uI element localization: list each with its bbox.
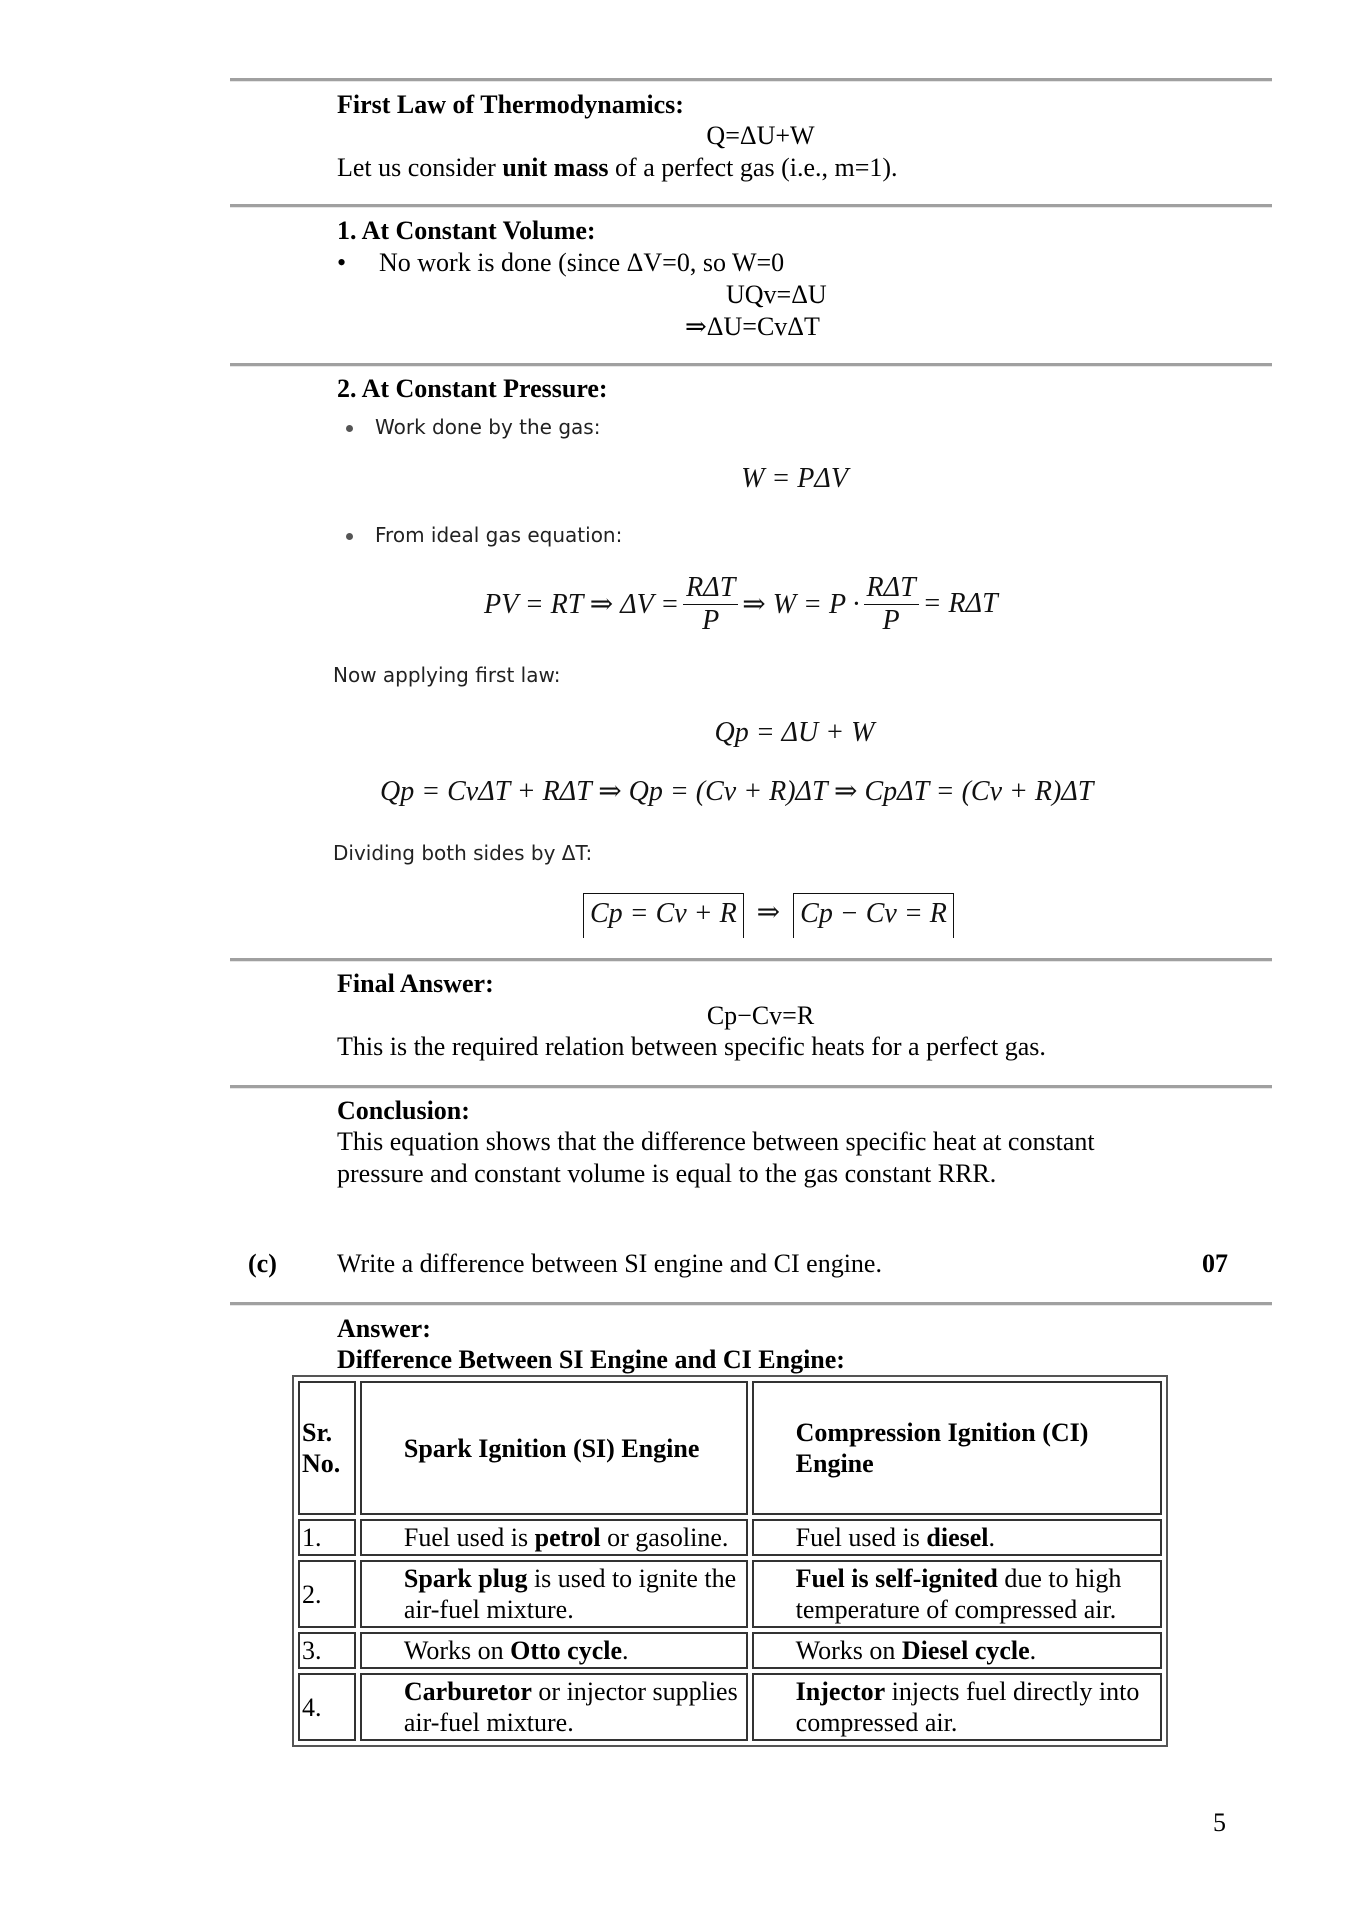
qp-equation: Qp = ΔU + W [714, 717, 875, 748]
bullet-icon [346, 533, 353, 540]
cell-si-engine [360, 1519, 748, 1556]
conclusion-line-2: pressure and constant volume is equal to the gas constant RRR. [337, 1159, 997, 1188]
fraction [683, 572, 738, 637]
qp-long-equation: Qp = CvΔT + RΔT ⇒ Qp = (Cv + R)ΔT ⇒ CpΔT = (Cv + R)ΔT [380, 776, 1094, 807]
cell-si-engine [360, 1673, 748, 1741]
cell-text-segment: petrol [534, 1523, 601, 1552]
work-equation: W = PΔV [741, 463, 848, 494]
fraction-numerator: RΔT [864, 572, 919, 605]
boxed-equation-2: Cp − Cv = R [793, 893, 954, 938]
cell-text-segment: Fuel used is [403, 1523, 535, 1552]
table-row [298, 1560, 1162, 1628]
cell-text-segment: . [622, 1636, 629, 1665]
first-law-equation: Q=ΔU+W [706, 121, 815, 150]
section-divider [230, 1085, 1272, 1089]
constant-volume-bullet [337, 248, 784, 278]
section-divider [230, 363, 1272, 367]
cell-ci-engine [752, 1560, 1162, 1628]
boxed-equation-1: Cp = Cv + R [583, 893, 744, 938]
eq-lhs: PV = RT ⇒ ΔV = [484, 589, 680, 620]
cell-text-segment: . [1029, 1636, 1037, 1665]
cell-text-segment: is used to ignite the air-fuel mixture. [403, 1564, 737, 1624]
ideal-gas-equation [484, 568, 998, 640]
final-answer-text: This is the required relation between specific heats for a perfect gas. [337, 1032, 1046, 1061]
cell-sr-no: 4. [298, 1673, 356, 1741]
bullet-text: No work is done (since ΔV=0, so W=0 [379, 248, 785, 277]
cell-text-segment: or gasoline. [600, 1523, 729, 1552]
intro-prefix: Let us consider [337, 153, 503, 182]
cell-si-engine [360, 1632, 748, 1669]
constant-volume-heading: 1. At Constant Volume: [337, 216, 596, 245]
fraction [864, 572, 919, 637]
cell-text-segment: Carburetor [403, 1677, 532, 1706]
cell-ci-engine [752, 1519, 1162, 1556]
first-law-heading: First Law of Thermodynamics: [337, 90, 684, 119]
constant-volume-eq1: UQv=ΔU [726, 280, 827, 309]
ideal-gas-bullet [346, 523, 622, 547]
cell-text-segment: . [988, 1523, 995, 1552]
work-done-bullet [346, 415, 600, 439]
cell-sr-no: 1. [298, 1519, 356, 1556]
question-label: (c) [248, 1249, 277, 1278]
cell-text-segment: Works on [795, 1636, 902, 1665]
page-number: 5 [1213, 1808, 1226, 1837]
table-row [298, 1632, 1162, 1669]
intro-bold: unit mass [502, 153, 609, 182]
cell-text-segment: Fuel used is [795, 1523, 927, 1552]
result-boxes [583, 893, 954, 938]
cell-sr-no: 3. [298, 1632, 356, 1669]
conclusion-line-1: This equation shows that the difference between specific heat at constant [337, 1127, 1095, 1156]
header-sr-no: Sr. No. [298, 1381, 356, 1515]
constant-volume-eq2: ⇒ΔU=CvΔT [685, 312, 820, 341]
final-answer-equation: Cp−Cv=R [706, 1001, 815, 1030]
header-si-engine: Spark Ignition (SI) Engine [360, 1381, 748, 1515]
cell-sr-no: 2. [298, 1560, 356, 1628]
table-title: Difference Between SI Engine and CI Engine: [337, 1345, 845, 1374]
applying-first-law-label: Now applying first law: [333, 663, 561, 687]
bullet-text: From ideal gas equation: [375, 523, 623, 547]
table-header-row [298, 1381, 1162, 1515]
cell-ci-engine [752, 1673, 1162, 1741]
cell-text-segment: Spark plug [403, 1564, 528, 1593]
header-ci-engine: Compression Ignition (CI) Engine [752, 1381, 1162, 1515]
comparison-table [292, 1375, 1168, 1747]
cell-text-segment: Works on [403, 1636, 511, 1665]
bullet-text: Work done by the gas: [375, 415, 601, 439]
eq-rhs: = RΔT [922, 588, 998, 619]
intro-suffix: of a perfect gas (i.e., m=1). [608, 153, 898, 182]
cell-text-segment: or injector supplies air-fuel mixture. [403, 1677, 738, 1737]
cell-text-segment: Injector [795, 1677, 886, 1706]
first-law-intro [337, 153, 898, 183]
answer-heading: Answer: [337, 1314, 431, 1343]
table-row [298, 1519, 1162, 1556]
fraction-denominator: P [882, 604, 900, 636]
section-divider [230, 1302, 1272, 1306]
fraction-denominator: P [702, 604, 720, 636]
cell-text-segment: Diesel cycle [901, 1636, 1030, 1665]
dividing-label: Dividing both sides by ΔT: [333, 841, 593, 865]
section-divider [230, 204, 1272, 208]
final-answer-heading: Final Answer: [337, 969, 494, 998]
eq-mid: ⇒ W = P · [742, 589, 860, 620]
section-divider [230, 958, 1272, 962]
cell-text-segment: Otto cycle [510, 1636, 622, 1665]
cell-text-segment: injects fuel directly into compressed air. [795, 1677, 1140, 1737]
conclusion-heading: Conclusion: [337, 1096, 470, 1125]
question-marks: 07 [1202, 1249, 1228, 1278]
cell-text-segment: Fuel is self-ignited [795, 1564, 998, 1593]
constant-pressure-heading: 2. At Constant Pressure: [337, 374, 608, 403]
cell-ci-engine [752, 1632, 1162, 1669]
question-text: Write a difference between SI engine and CI engine. [337, 1249, 882, 1278]
implies-arrow: ⇒ [756, 897, 781, 928]
bullet-icon: • [337, 248, 347, 277]
cell-text-segment: due to high temperature of compressed air. [795, 1564, 1122, 1624]
cell-si-engine [360, 1560, 748, 1628]
fraction-numerator: RΔT [683, 572, 738, 605]
bullet-icon [346, 425, 353, 432]
table-row [298, 1673, 1162, 1741]
section-divider [230, 78, 1272, 82]
cell-text-segment: diesel [926, 1523, 989, 1552]
